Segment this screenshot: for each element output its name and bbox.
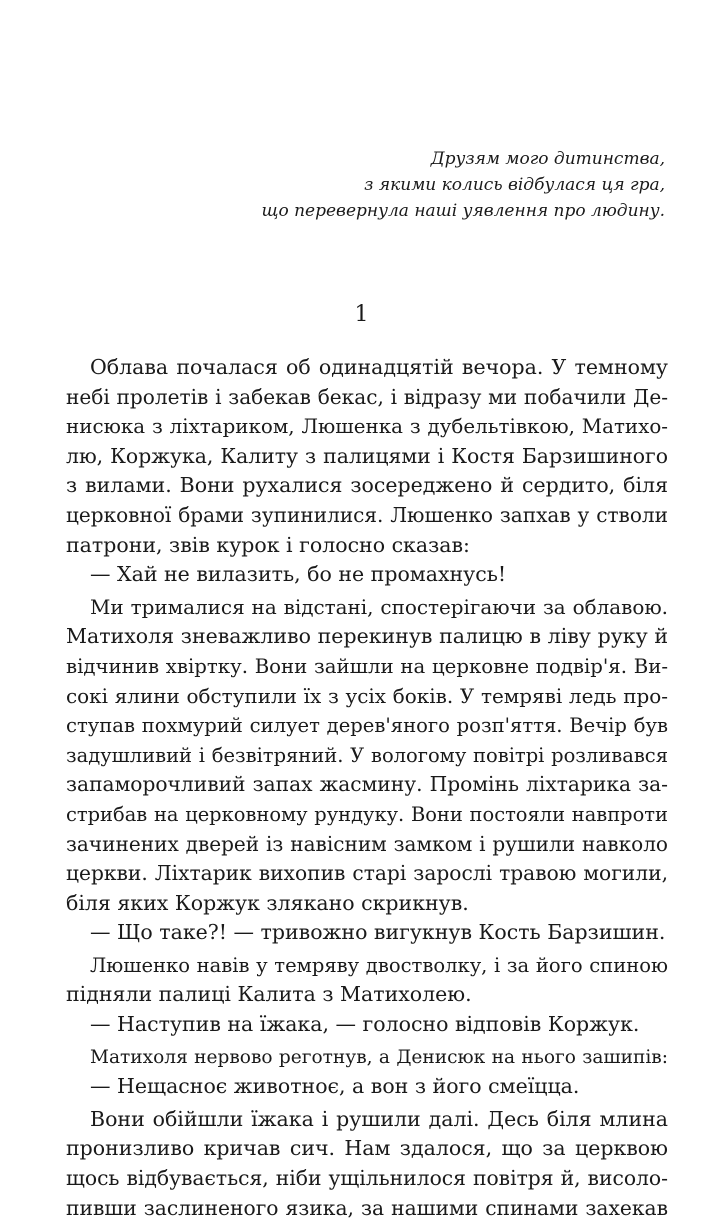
text-line: церкви. Ліхтарик вихопив старі зарослі травою могили,: [66, 861, 668, 886]
text-line: відчинив хвіртку. Вони зайшли на церковне подвір'я. Ви-: [66, 654, 668, 678]
text-line: щось відбувається, ніби ущільнилося повітря й, висоло-: [66, 1166, 668, 1191]
text-line: Ми трималися на відстані, спостерігаючи за облавою.: [90, 595, 668, 619]
text-line: Облава почалася об одинадцятій вечора. У темному: [90, 355, 668, 379]
text-line: Матихоля нервово реготнув, а Денисюк на нього зашипів:: [90, 1046, 668, 1068]
text-line: зачинених дверей із навісним замком і рушили навколо: [66, 831, 668, 856]
text-line: церковної брами зупинилися. Люшенко запхав у стволи: [66, 502, 668, 527]
text-line: Матихоля зневажливо перекинув палицю в ліву руку й: [66, 624, 668, 649]
text-line: Вони обійшли їжака і рушили далі. Десь біля млина: [90, 1106, 668, 1131]
epigraph-line: що перевернула наші уявлення про людину.: [261, 201, 665, 221]
text-line: нисюка з ліхтариком, Люшенка з дубельтівкою, Матихо-: [66, 415, 668, 439]
text-line: ступав похмурий силует дерев'яного розп'яття. Вечір був: [66, 714, 668, 738]
text-line: біля яких Коржук злякано скрикнув.: [66, 890, 469, 915]
text-line: підняли палиці Калита з Матихолею.: [66, 982, 472, 1007]
text-line: запаморочливий запах жасмину. Промінь ліхтарика за-: [66, 772, 668, 797]
text-line: лю, Коржука, Калиту з палицями і Костя Барзишиного: [66, 443, 668, 468]
epigraph-line: Друзям мого дитинства,: [430, 149, 665, 169]
chapter-number: 1: [354, 302, 369, 327]
text-line: пивши заслиненого язика, за нашими спинами захекав: [66, 1195, 668, 1220]
epigraph: [245, 146, 665, 224]
text-line: сокі ялини обступили їх з усіх боків. У темряві ледь про-: [66, 683, 668, 708]
text-line: задушливий і безвітряний. У вологому повітрі розливався: [66, 743, 668, 767]
epigraph-line: з якими колись відбулася ця гра,: [364, 175, 665, 195]
chapter-text: [66, 353, 668, 1223]
text-line: з вилами. Вони рухалися зосереджено й сердито, біля: [66, 473, 668, 498]
text-line: Люшенко навів у темряву двостволку, і за його спиною: [90, 953, 668, 977]
text-line: — Наступив на їжака, — голосно відповів Коржук.: [90, 1012, 640, 1037]
text-line: стрибав на церковному рундуку. Вони постояли навпроти: [66, 802, 668, 826]
text-line: — Хай не вилазить, бо не промахнусь!: [90, 562, 507, 587]
text-line: небі пролетів і забекав бекас, і відразу ми побачили Де-: [66, 384, 668, 409]
text-line: — Що таке?! — тривожно вигукнув Кость Барзишин.: [90, 920, 666, 945]
text-line: патрони, звів курок і голосно сказав:: [66, 532, 470, 557]
text-line: — Нещасноє животноє, а вон з його смеїцца.: [90, 1074, 580, 1099]
text-line: пронизливо кричав сич. Нам здалося, що за церквою: [66, 1136, 668, 1161]
